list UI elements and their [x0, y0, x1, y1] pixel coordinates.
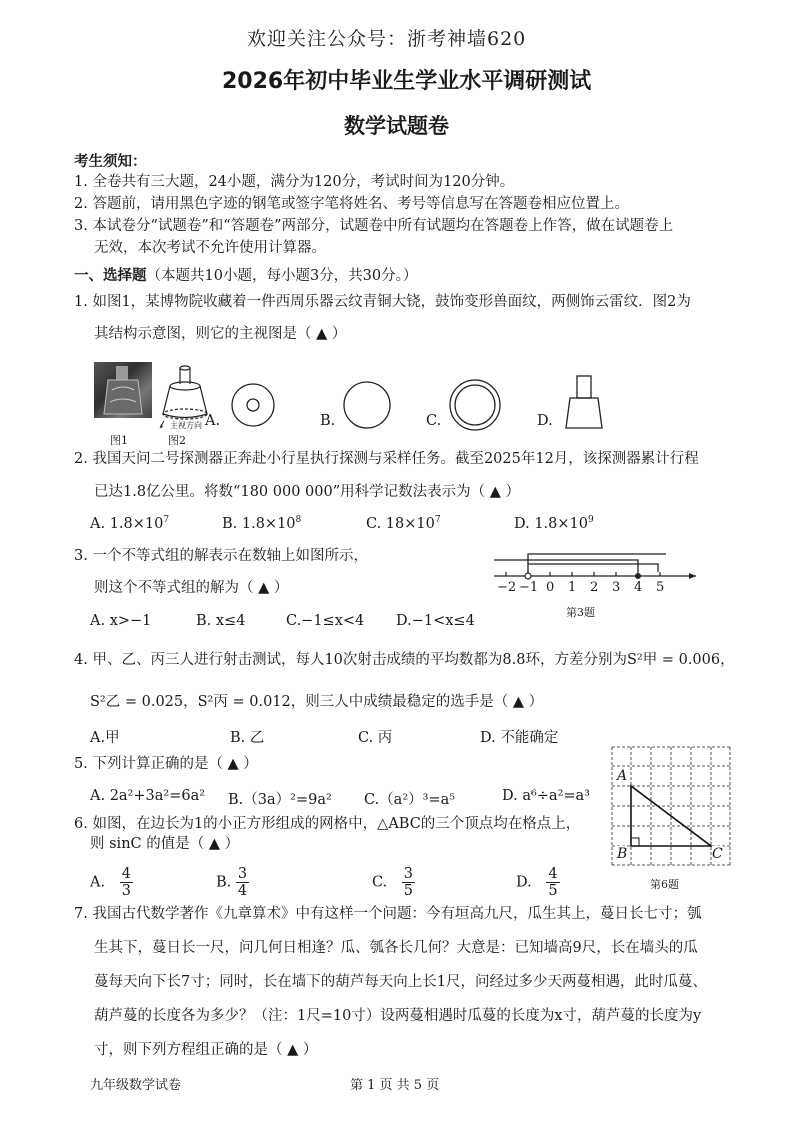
option-label: B.	[222, 515, 238, 532]
figure-caption: 图2	[168, 434, 186, 447]
page-number: 第 1 页 共 5 页	[350, 1078, 440, 1093]
q3-text: 3. 一个不等式组的解表示在数轴上如图所示，	[74, 548, 368, 564]
view-direction-label: 主视方向	[170, 421, 202, 430]
axis-tick-label: 0	[546, 580, 555, 595]
notice-heading: 考生须知：	[74, 154, 147, 170]
fraction-numerator: 3	[237, 866, 248, 882]
figure-caption: 第6题	[650, 878, 679, 891]
q7-text: 葫芦蔓的长度各为多少？（注：1尺=10寸）设两蔓相遇时瓜蔓的长度为x寸，葫芦蔓的长度为y	[94, 1008, 702, 1024]
q6-text: 6. 如图，在边长为1的小正方形组成的网格中，△ABC的三个顶点均在格点上，	[74, 816, 581, 832]
option-label: A.	[90, 874, 106, 891]
q7-text: 寸，则下列方程组正确的是（ ▲ ）	[94, 1042, 318, 1058]
option-a-concentric-circles[interactable]	[230, 382, 276, 428]
option-value: 1.8×10	[534, 515, 588, 532]
axis-tick-label: 3	[612, 580, 621, 595]
section-name: 一、选择题	[74, 268, 147, 284]
q2-text: 2. 我国天问二号探测器正奔赴小行星执行探测与采样任务。截至2025年12月，该探测器累计行程	[74, 451, 699, 467]
variance-yi: S²乙 = 0.025，	[90, 694, 198, 710]
exam-subtitle: 数学试题卷	[344, 114, 449, 138]
fraction-denominator: 4	[237, 883, 248, 899]
q7-text: 生其下，蔓日长一尺，问几何日相逢？瓜、瓠各长几何？大意是：已知墙高9尺，长在墙头的瓜	[94, 940, 698, 956]
axis-tick-label: 1	[568, 580, 577, 595]
q4-option-c[interactable]: C. 丙	[358, 730, 393, 746]
wechat-banner: 欢迎关注公众号：浙考神墙620	[247, 28, 527, 50]
q1-option-c-label[interactable]: C.	[426, 413, 442, 429]
q6-option-a[interactable]	[90, 866, 133, 899]
q1-option-b-label[interactable]: B.	[320, 413, 336, 429]
figure-caption: 第3题	[566, 606, 595, 619]
q1-option-a-label[interactable]: A.	[205, 413, 221, 429]
footer-left: 九年级数学试卷	[90, 1078, 182, 1093]
fraction	[236, 866, 249, 899]
fraction-numerator: 4	[548, 866, 558, 882]
q3-option-c[interactable]: C.−1≤x<4	[286, 613, 365, 629]
axis-tick-label: −2	[497, 580, 517, 595]
fraction	[402, 866, 415, 899]
q2-option-c[interactable]	[366, 515, 441, 532]
notice-item: 3. 本试卷分“试题卷”和“答题卷”两部分，试题卷中所有试题均在答题卷上作答，做在试题卷上	[74, 218, 674, 234]
option-c-double-circle[interactable]	[448, 378, 502, 432]
option-value: 1.8×10	[241, 515, 296, 532]
q5-option-a[interactable]: A. 2a²+3a²=6a²	[90, 788, 206, 804]
option-label: C.	[366, 515, 382, 532]
q4-text	[74, 652, 735, 669]
option-value: 1.8×10	[109, 515, 164, 532]
q4-option-b[interactable]: B. 乙	[230, 730, 265, 746]
q4-text-main: 4. 甲、乙、丙三人进行射击测试，每人10次射击成绩的平均数都为8.8环，方差分别为	[74, 652, 627, 668]
q3-option-b[interactable]: B. x≤4	[196, 613, 246, 629]
variance-jia: S²甲 = 0.006，	[626, 652, 735, 668]
notice-item: 2. 答题前，请用黑色字迹的钢笔或签字笔将姓名、考号等信息写在答题卷相应位置上。	[74, 196, 629, 212]
q7-text: 7. 我国古代数学著作《九章算术》中有这样一个问题：今有垣高九尺，瓜生其上，蔓日长七寸；瓠	[74, 906, 702, 922]
q4-text-tail: 则三人中成绩最稳定的选手是（ ▲ ）	[305, 694, 544, 710]
axis-tick-label: −1	[519, 580, 539, 595]
notice-item: 1. 全卷共有三大题，24小题，满分为120分，考试时间为120分钟。	[74, 174, 515, 190]
q6-text: 则 sinC 的值是（ ▲ ）	[90, 836, 240, 852]
fraction-numerator: 4	[121, 866, 131, 882]
q6-option-d[interactable]	[516, 866, 560, 899]
q4-text	[90, 694, 543, 711]
q6-option-c[interactable]	[372, 866, 415, 899]
q4-option-d[interactable]: D. 不能确定	[480, 730, 559, 746]
section-desc: （本题共10小题，每小题3分，共30分。）	[146, 268, 418, 284]
section-heading	[74, 264, 417, 285]
notice-item: 无效，本次考试不允许使用计算器。	[94, 240, 326, 256]
q5-option-b[interactable]: B.（3a）²=9a²	[228, 792, 332, 808]
q1-text: 1. 如图1，某博物院收藏着一件西周乐器云纹青铜大铙，鼓饰变形兽面纹，两侧饰云雷纹．图2为	[74, 294, 691, 310]
option-exponent: 9	[588, 515, 594, 525]
q3-text: 则这个不等式组的解为（ ▲ ）	[94, 580, 289, 596]
q2-option-b[interactable]	[222, 515, 301, 532]
q4-option-a[interactable]: A.甲	[90, 730, 120, 746]
figure-caption: 图1	[110, 434, 128, 447]
option-label: D.	[516, 874, 532, 891]
q3-option-a[interactable]: A. x>−1	[90, 613, 152, 629]
axis-tick-label: 2	[590, 580, 599, 595]
point-label-b: B	[617, 846, 628, 862]
q6-option-b[interactable]	[216, 866, 249, 899]
point-label-a: A	[617, 768, 628, 784]
option-exponent: 7	[434, 515, 441, 525]
option-label: B.	[216, 874, 232, 891]
q1-option-d-label[interactable]: D.	[537, 413, 553, 429]
option-b-circle[interactable]	[342, 380, 392, 430]
q5-option-c[interactable]: C.（a²）³=a⁵	[364, 792, 456, 808]
option-exponent: 7	[163, 515, 170, 525]
fraction-denominator: 5	[548, 883, 558, 899]
point-label-c: C	[712, 846, 723, 862]
q2-option-a[interactable]	[90, 515, 169, 532]
q2-option-d[interactable]	[514, 515, 594, 532]
q1-text: 其结构示意图，则它的主视图是（ ▲ ）	[94, 326, 347, 342]
option-label: A.	[90, 515, 106, 532]
fraction	[546, 866, 559, 899]
fraction-denominator: 5	[403, 883, 414, 899]
q7-text: 蔓每天向下长7寸；同时，长在墙下的葫芦每天向上长1尺，问经过多少天两蔓相遇，此时瓜蔓、	[94, 974, 707, 990]
option-exponent: 8	[295, 515, 302, 525]
option-d-trapezoid-with-handle[interactable]	[562, 374, 608, 432]
q5-text: 5. 下列计算正确的是（ ▲ ）	[74, 756, 258, 772]
q3-option-d[interactable]: D.−1<x≤4	[396, 613, 475, 629]
option-label: D.	[514, 515, 530, 532]
fraction-numerator: 3	[403, 866, 414, 882]
axis-tick-label: 4	[634, 580, 643, 595]
bronze-nao-photo-detail	[94, 362, 152, 418]
fraction	[120, 866, 133, 899]
option-value: 18×10	[385, 515, 435, 532]
variance-bing: S²丙 = 0.012，	[197, 694, 306, 710]
q5-option-d[interactable]: D. a⁶÷a²=a³	[502, 788, 590, 804]
q2-text: 已达1.8亿公里。将数“180 000 000”用科学记数法表示为（ ▲ ）	[94, 484, 520, 500]
fraction-denominator: 3	[121, 883, 131, 899]
axis-tick-label: 5	[656, 580, 665, 595]
exam-title: 2026年初中毕业生学业水平调研测试	[222, 69, 592, 94]
option-label: C.	[372, 874, 388, 891]
